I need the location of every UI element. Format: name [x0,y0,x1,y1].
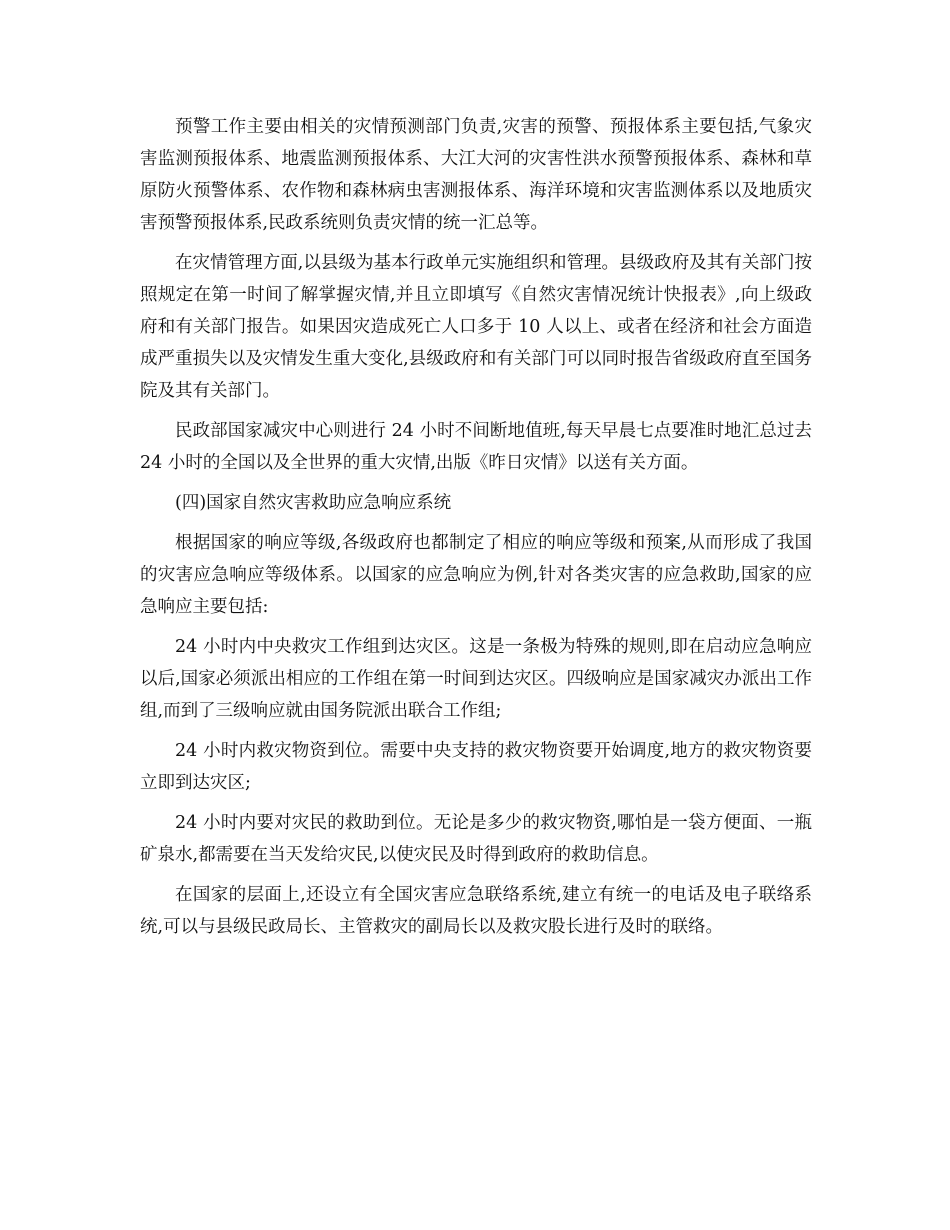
paragraph-disaster-management: 在灾情管理方面,以县级为基本行政单元实施组织和管理。县级政府及其有关部门按照规定在第一时间了解掌握灾情,并且立即填写《自然灾害情况统计快报表》,向上级政府和有关部门报告。如果因灾造成死亡人口多于 10 人以上、或者在经济和社会方面造成严重损失以及灾情发生重大变化,县级政府和有关部门可以同时报告省级政府直至国务院及其有关部门。 [140,253,812,401]
paragraph-victim-assistance: 24 小时内要对灾民的救助到位。无论是多少的救灾物资,哪怕是一袋方便面、一瓶矿泉水,都需要在当天发给灾民,以使灾民及时得到政府的救助信息。 [140,813,812,865]
paragraph-liaison-system: 在国家的层面上,还设立有全国灾害应急联络系统,建立有统一的电话及电子联络系统,可以与县级民政局长、主管救灾的副局长以及救灾股长进行及时的联络。 [140,885,812,937]
paragraph-working-group: 24 小时内中央救灾工作组到达灾区。这是一条极为特殊的规则,即在启动应急响应以后,国家必须派出相应的工作组在第一时间到达灾区。四级响应是国家减灾办派出工作组,而到了三级响应就由国务院派出联合工作组; [140,637,812,721]
paragraph-response-levels: 根据国家的响应等级,各级政府也都制定了相应的响应等级和预案,从而形成了我国的灾害应急响应等级体系。以国家的应急响应为例,针对各类灾害的应急救助,国家的应急响应主要包括: [140,533,812,617]
paragraph-duty-center: 民政部国家减灾中心则进行 24 小时不间断地值班,每天早晨七点要准时地汇总过去 24 小时的全国以及全世界的重大灾情,出版《昨日灾情》以送有关方面。 [140,421,812,473]
paragraph-relief-materials: 24 小时内救灾物资到位。需要中央支持的救灾物资要开始调度,地方的救灾物资要立即到达灾区; [140,741,812,793]
document-body [140,111,812,951]
section-heading-emergency-response: (四)国家自然灾害救助应急响应系统 [175,493,452,513]
paragraph-early-warning: 预警工作主要由相关的灾情预测部门负责,灾害的预警、预报体系主要包括,气象灾害监测预报体系、地震监测预报体系、大江大河的灾害性洪水预警预报体系、森林和草原防火预警体系、农作物和森林病虫害测报体系、海洋环境和灾害监测体系以及地质灾害预警预报体系,民政系统则负责灾情的统一汇总等。 [140,117,812,233]
